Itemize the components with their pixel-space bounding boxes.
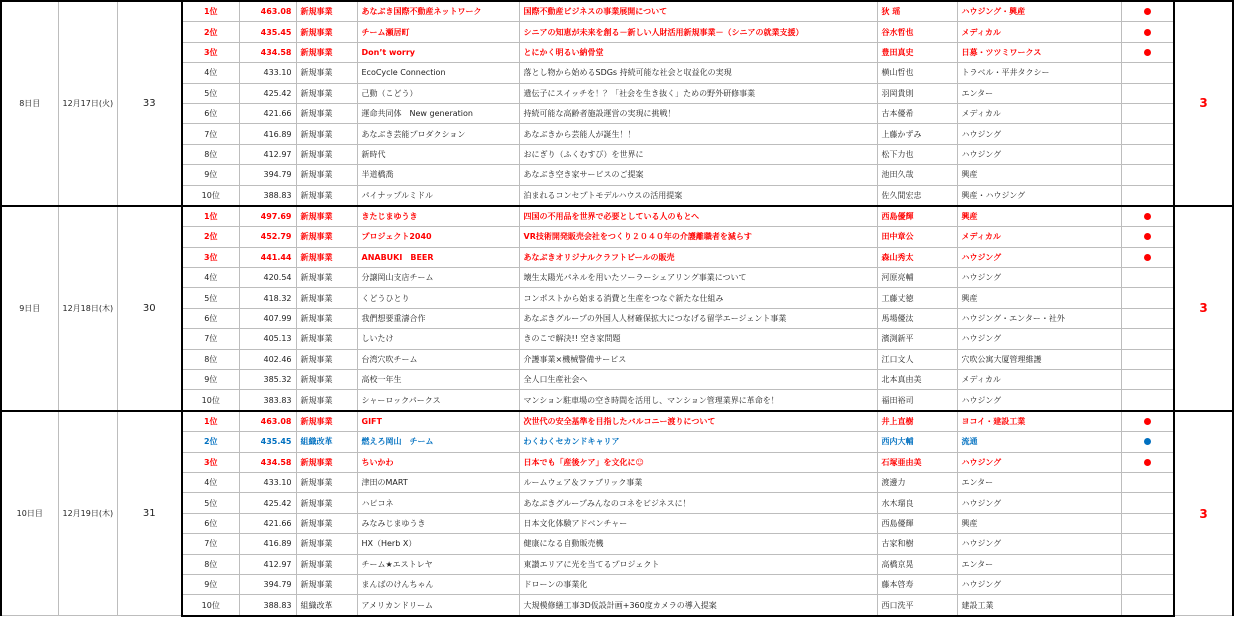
team-name-cell: 高校一年生 xyxy=(357,370,519,390)
selection-mark-cell xyxy=(1121,103,1174,123)
ranking-row xyxy=(1,534,1233,554)
division-cell: 興産・ハウジング xyxy=(957,185,1121,206)
ranking-row xyxy=(1,493,1233,513)
leader-cell: 西島優輝 xyxy=(877,513,957,533)
leader-cell: 高橋京晃 xyxy=(877,554,957,574)
day-label: 8日目 xyxy=(1,1,58,206)
ranking-row xyxy=(1,185,1233,206)
rank-cell: 9位 xyxy=(182,165,239,185)
category-cell: 新規事業 xyxy=(296,1,357,22)
category-cell: 新規事業 xyxy=(296,42,357,62)
rank-cell: 6位 xyxy=(182,513,239,533)
rank-cell: 5位 xyxy=(182,493,239,513)
category-cell: 新規事業 xyxy=(296,574,357,594)
score-cell: 421.66 xyxy=(239,103,296,123)
team-name-cell: 半道橋喬 xyxy=(357,165,519,185)
division-cell: メディカル xyxy=(957,103,1121,123)
division-cell: トラベル・平井タクシー xyxy=(957,63,1121,83)
score-cell: 394.79 xyxy=(239,574,296,594)
team-name-cell: 台湾穴吹チーム xyxy=(357,349,519,369)
theme-cell: コンポストから始まる消費と生産をつなぐ新たな仕組み xyxy=(519,288,877,308)
leader-cell: 石塚亜由美 xyxy=(877,452,957,472)
leader-cell: 古本優希 xyxy=(877,103,957,123)
leader-cell: 上藤かずみ xyxy=(877,124,957,144)
theme-cell: 遺伝子にスイッチを！？「社会を生き抜く」ための野外研修事業 xyxy=(519,83,877,103)
theme-cell: あなぶきから芸能人が誕生！！ xyxy=(519,124,877,144)
team-name-cell: 運命共同体 New generation xyxy=(357,103,519,123)
ranking-row xyxy=(1,574,1233,594)
theme-cell: とにかく明るい納骨堂 xyxy=(519,42,877,62)
rank-cell: 3位 xyxy=(182,247,239,267)
ranking-row xyxy=(1,411,1233,432)
ranking-row xyxy=(1,22,1233,42)
team-name-cell: 己動（こどう） xyxy=(357,83,519,103)
ranking-row xyxy=(1,595,1233,616)
theme-cell: ルームウェア＆ファブリック事業 xyxy=(519,472,877,492)
team-name-cell: アメリカンドリーム xyxy=(357,595,519,616)
leader-cell: 藤本啓寿 xyxy=(877,574,957,594)
theme-cell: 介護事業×機械警備サービス xyxy=(519,349,877,369)
selected-dot-icon xyxy=(1144,459,1151,466)
division-cell: 穴吹公寓大厦管理維護 xyxy=(957,349,1121,369)
score-cell: 412.97 xyxy=(239,144,296,164)
theme-cell: 日本でも「産後ケア」を文化に☺ xyxy=(519,452,877,472)
ranking-row xyxy=(1,165,1233,185)
theme-cell: 大規模修繕工事3D仮設計画+360度カメラの導入提案 xyxy=(519,595,877,616)
category-cell: 新規事業 xyxy=(296,247,357,267)
ranking-row xyxy=(1,227,1233,247)
division-cell: ハウジング xyxy=(957,268,1121,288)
team-name-cell: まんばのけんちゃん xyxy=(357,574,519,594)
rank-cell: 6位 xyxy=(182,308,239,328)
leader-cell: 北本真由美 xyxy=(877,370,957,390)
selection-mark-cell xyxy=(1121,42,1174,62)
rank-cell: 1位 xyxy=(182,206,239,227)
leader-cell: 水木瑠良 xyxy=(877,493,957,513)
rank-cell: 8位 xyxy=(182,554,239,574)
score-cell: 421.66 xyxy=(239,513,296,533)
division-cell: メディカル xyxy=(957,227,1121,247)
selection-mark-cell xyxy=(1121,288,1174,308)
division-cell: ハウジング xyxy=(957,124,1121,144)
selection-mark-cell xyxy=(1121,595,1174,616)
score-cell: 463.08 xyxy=(239,1,296,22)
selection-mark-cell xyxy=(1121,513,1174,533)
selection-mark-cell xyxy=(1121,83,1174,103)
ranking-row xyxy=(1,432,1233,452)
theme-cell: 日本文化体験アドベンチャー xyxy=(519,513,877,533)
theme-cell: 健康になる自動販売機 xyxy=(519,534,877,554)
theme-cell: シニアの知恵が未来を創る－新しい人財活用新規事業－（シニアの就業支援） xyxy=(519,22,877,42)
ranking-row xyxy=(1,390,1233,411)
leader-cell: 狄 瑶 xyxy=(877,1,957,22)
category-cell: 組織改革 xyxy=(296,595,357,616)
selection-mark-cell xyxy=(1121,554,1174,574)
ranking-row xyxy=(1,370,1233,390)
rank-cell: 7位 xyxy=(182,329,239,349)
theme-cell: あなぶきグループの外国人人材確保拡大につなげる留学エージェント事業 xyxy=(519,308,877,328)
division-cell: 興産 xyxy=(957,165,1121,185)
selected-dot-icon xyxy=(1144,254,1151,261)
category-cell: 新規事業 xyxy=(296,268,357,288)
category-cell: 新規事業 xyxy=(296,513,357,533)
division-cell: エンター xyxy=(957,83,1121,103)
ranking-row xyxy=(1,308,1233,328)
score-cell: 388.83 xyxy=(239,185,296,206)
rank-cell: 9位 xyxy=(182,574,239,594)
team-name-cell: きたじまゆうき xyxy=(357,206,519,227)
rank-cell: 2位 xyxy=(182,227,239,247)
division-cell: エンター xyxy=(957,472,1121,492)
division-cell: 日募・ツツミワークス xyxy=(957,42,1121,62)
selection-mark-cell xyxy=(1121,308,1174,328)
team-name-cell: 我們想要重濤合作 xyxy=(357,308,519,328)
selection-mark-cell xyxy=(1121,165,1174,185)
rank-cell: 3位 xyxy=(182,42,239,62)
team-name-cell: 分譲岡山支店チーム xyxy=(357,268,519,288)
entry-count: 33 xyxy=(117,1,182,206)
category-cell: 新規事業 xyxy=(296,370,357,390)
selection-mark-cell xyxy=(1121,574,1174,594)
rank-cell: 1位 xyxy=(182,411,239,432)
selection-mark-cell xyxy=(1121,247,1174,267)
division-cell: ハウジング xyxy=(957,574,1121,594)
selection-mark-cell xyxy=(1121,63,1174,83)
team-name-cell: ハピコネ xyxy=(357,493,519,513)
theme-cell: 泊まれるコンセプトモデルハウスの活用提案 xyxy=(519,185,877,206)
ranking-row xyxy=(1,288,1233,308)
score-cell: 385.32 xyxy=(239,370,296,390)
selection-mark-cell xyxy=(1121,329,1174,349)
rank-cell: 8位 xyxy=(182,144,239,164)
category-cell: 新規事業 xyxy=(296,83,357,103)
score-cell: 435.45 xyxy=(239,432,296,452)
category-cell: 新規事業 xyxy=(296,390,357,411)
category-cell: 新規事業 xyxy=(296,206,357,227)
theme-cell: 壊生太陽光パネルを用いたソーラーシェアリング事業について xyxy=(519,268,877,288)
selected-dot-icon xyxy=(1144,438,1151,445)
team-name-cell: EcoCycle Connection xyxy=(357,63,519,83)
team-name-cell: ちいかわ xyxy=(357,452,519,472)
team-name-cell: しいたけ xyxy=(357,329,519,349)
score-cell: 418.32 xyxy=(239,288,296,308)
theme-cell: 持続可能な高齢者施設運営の実現に挑戦！ xyxy=(519,103,877,123)
ranking-row xyxy=(1,63,1233,83)
division-cell: 流通 xyxy=(957,432,1121,452)
selection-mark-cell xyxy=(1121,432,1174,452)
leader-cell: 西内大輔 xyxy=(877,432,957,452)
category-cell: 新規事業 xyxy=(296,165,357,185)
ranking-row xyxy=(1,268,1233,288)
ranking-row xyxy=(1,124,1233,144)
division-cell: ハウジング xyxy=(957,144,1121,164)
division-cell: 興産 xyxy=(957,288,1121,308)
rank-cell: 2位 xyxy=(182,432,239,452)
selection-mark-cell xyxy=(1121,472,1174,492)
team-name-cell: プロジェクト2040 xyxy=(357,227,519,247)
score-cell: 433.10 xyxy=(239,472,296,492)
team-name-cell: 津田のMART xyxy=(357,472,519,492)
selection-mark-cell xyxy=(1121,452,1174,472)
rank-cell: 1位 xyxy=(182,1,239,22)
ranking-row xyxy=(1,349,1233,369)
leader-cell: 西島優輝 xyxy=(877,206,957,227)
selection-mark-cell xyxy=(1121,534,1174,554)
division-cell: 建設工業 xyxy=(957,595,1121,616)
division-cell: 興産 xyxy=(957,513,1121,533)
theme-cell: 東讃エリアに光を当てるプロジェクト xyxy=(519,554,877,574)
score-cell: 435.45 xyxy=(239,22,296,42)
category-cell: 組織改革 xyxy=(296,432,357,452)
division-cell: ハウジング xyxy=(957,493,1121,513)
theme-cell: 落とし物から始めるSDGs 持続可能な社会と収益化の実現 xyxy=(519,63,877,83)
ranking-row xyxy=(1,103,1233,123)
leader-cell: 谷水哲也 xyxy=(877,22,957,42)
score-cell: 383.83 xyxy=(239,390,296,411)
category-cell: 新規事業 xyxy=(296,227,357,247)
score-cell: 402.46 xyxy=(239,349,296,369)
team-name-cell: パイナップルミドル xyxy=(357,185,519,206)
rank-cell: 4位 xyxy=(182,472,239,492)
ranking-row xyxy=(1,83,1233,103)
leader-cell: 井上直樹 xyxy=(877,411,957,432)
rank-cell: 4位 xyxy=(182,63,239,83)
theme-cell: VR技術開発販売会社をつくり２０４０年の介護離職者を減らす xyxy=(519,227,877,247)
entry-count: 30 xyxy=(117,206,182,411)
rank-cell: 10位 xyxy=(182,185,239,206)
selected-total: 3 xyxy=(1174,206,1233,411)
category-cell: 新規事業 xyxy=(296,288,357,308)
ranking-row xyxy=(1,206,1233,227)
leader-cell: 江口文人 xyxy=(877,349,957,369)
score-cell: 388.83 xyxy=(239,595,296,616)
leader-cell: 池田久哉 xyxy=(877,165,957,185)
day-label: 9日目 xyxy=(1,206,58,411)
category-cell: 新規事業 xyxy=(296,185,357,206)
selection-mark-cell xyxy=(1121,493,1174,513)
rank-cell: 7位 xyxy=(182,124,239,144)
team-name-cell: HX（Herb X） xyxy=(357,534,519,554)
leader-cell: 田中章公 xyxy=(877,227,957,247)
selection-mark-cell xyxy=(1121,124,1174,144)
theme-cell: おにぎり（ふくむすび）を世界に xyxy=(519,144,877,164)
leader-cell: 濱渕新平 xyxy=(877,329,957,349)
selected-dot-icon xyxy=(1144,213,1151,220)
division-cell: ハウジング・エンター・社外 xyxy=(957,308,1121,328)
category-cell: 新規事業 xyxy=(296,411,357,432)
category-cell: 新規事業 xyxy=(296,144,357,164)
division-cell: ヨコイ・建設工業 xyxy=(957,411,1121,432)
team-name-cell: あなぶき国際不動産ネットワーク xyxy=(357,1,519,22)
rank-cell: 10位 xyxy=(182,390,239,411)
team-name-cell: 燃えろ岡山 チーム xyxy=(357,432,519,452)
division-cell: 興産 xyxy=(957,206,1121,227)
entry-count: 31 xyxy=(117,411,182,616)
leader-cell: 松下力也 xyxy=(877,144,957,164)
score-cell: 425.42 xyxy=(239,83,296,103)
date-label: 12月18日(木) xyxy=(58,206,117,411)
selected-dot-icon xyxy=(1144,233,1151,240)
selection-mark-cell xyxy=(1121,144,1174,164)
rank-cell: 8位 xyxy=(182,349,239,369)
ranking-row xyxy=(1,513,1233,533)
team-name-cell: Don’t worry xyxy=(357,42,519,62)
selection-mark-cell xyxy=(1121,390,1174,411)
leader-cell: 古家和樹 xyxy=(877,534,957,554)
category-cell: 新規事業 xyxy=(296,103,357,123)
leader-cell: 羽岡貴則 xyxy=(877,83,957,103)
selection-mark-cell xyxy=(1121,1,1174,22)
date-label: 12月17日(火) xyxy=(58,1,117,206)
ranking-row xyxy=(1,247,1233,267)
theme-cell: 国際不動産ビジネスの事業展開について xyxy=(519,1,877,22)
score-cell: 416.89 xyxy=(239,534,296,554)
division-cell: メディカル xyxy=(957,22,1121,42)
score-cell: 434.58 xyxy=(239,42,296,62)
team-name-cell: 新時代 xyxy=(357,144,519,164)
division-cell: ハウジング xyxy=(957,329,1121,349)
category-cell: 新規事業 xyxy=(296,493,357,513)
rank-cell: 2位 xyxy=(182,22,239,42)
theme-cell: ドローンの事業化 xyxy=(519,574,877,594)
category-cell: 新規事業 xyxy=(296,22,357,42)
selected-dot-icon xyxy=(1144,29,1151,36)
leader-cell: 豊田真史 xyxy=(877,42,957,62)
score-cell: 433.10 xyxy=(239,63,296,83)
selected-dot-icon xyxy=(1144,49,1151,56)
leader-cell: 佐久間宏忠 xyxy=(877,185,957,206)
division-cell: エンター xyxy=(957,554,1121,574)
ranking-row xyxy=(1,452,1233,472)
division-cell: ハウジング・興産 xyxy=(957,1,1121,22)
ranking-row xyxy=(1,472,1233,492)
theme-cell: マンション駐車場の空き時間を活用し、マンション管理業界に革命を！ xyxy=(519,390,877,411)
leader-cell: 福田裕司 xyxy=(877,390,957,411)
score-cell: 405.13 xyxy=(239,329,296,349)
division-cell: ハウジング xyxy=(957,534,1121,554)
team-name-cell: ANABUKI BEER xyxy=(357,247,519,267)
ranking-row xyxy=(1,554,1233,574)
ranking-row xyxy=(1,329,1233,349)
score-cell: 434.58 xyxy=(239,452,296,472)
theme-cell: あなぶきグループみんなのコネをビジネスに！ xyxy=(519,493,877,513)
leader-cell: 馬場優汰 xyxy=(877,308,957,328)
theme-cell: あなぶき空き家サービスのご提案 xyxy=(519,165,877,185)
score-cell: 497.69 xyxy=(239,206,296,227)
ranking-row xyxy=(1,42,1233,62)
score-cell: 420.54 xyxy=(239,268,296,288)
selection-mark-cell xyxy=(1121,370,1174,390)
selection-mark-cell xyxy=(1121,227,1174,247)
theme-cell: きのこで解決!! 空き家問題 xyxy=(519,329,877,349)
selection-mark-cell xyxy=(1121,349,1174,369)
category-cell: 新規事業 xyxy=(296,308,357,328)
selection-mark-cell xyxy=(1121,411,1174,432)
rank-cell: 3位 xyxy=(182,452,239,472)
score-cell: 407.99 xyxy=(239,308,296,328)
score-cell: 394.79 xyxy=(239,165,296,185)
division-cell: メディカル xyxy=(957,370,1121,390)
score-cell: 425.42 xyxy=(239,493,296,513)
team-name-cell: シャーロックパークス xyxy=(357,390,519,411)
leader-cell: 工藤丈徳 xyxy=(877,288,957,308)
theme-cell: 全人口生産社会へ xyxy=(519,370,877,390)
category-cell: 新規事業 xyxy=(296,329,357,349)
selected-total: 3 xyxy=(1174,1,1233,206)
category-cell: 新規事業 xyxy=(296,349,357,369)
team-name-cell: GIFT xyxy=(357,411,519,432)
rank-cell: 5位 xyxy=(182,288,239,308)
rank-cell: 10位 xyxy=(182,595,239,616)
leader-cell: 横山哲也 xyxy=(877,63,957,83)
division-cell: ハウジング xyxy=(957,390,1121,411)
day-label: 10日目 xyxy=(1,411,58,616)
selection-mark-cell xyxy=(1121,185,1174,206)
division-cell: ハウジング xyxy=(957,452,1121,472)
leader-cell: 河原亮輔 xyxy=(877,268,957,288)
selection-mark-cell xyxy=(1121,206,1174,227)
leader-cell: 森山秀太 xyxy=(877,247,957,267)
category-cell: 新規事業 xyxy=(296,63,357,83)
rank-cell: 5位 xyxy=(182,83,239,103)
score-cell: 416.89 xyxy=(239,124,296,144)
score-cell: 412.97 xyxy=(239,554,296,574)
rank-cell: 6位 xyxy=(182,103,239,123)
selection-mark-cell xyxy=(1121,268,1174,288)
category-cell: 新規事業 xyxy=(296,472,357,492)
theme-cell: あなぶきオリジナルクラフトビールの販売 xyxy=(519,247,877,267)
leader-cell: 渡邊力 xyxy=(877,472,957,492)
leader-cell: 西口洗平 xyxy=(877,595,957,616)
selected-dot-icon xyxy=(1144,418,1151,425)
division-cell: ハウジング xyxy=(957,247,1121,267)
ranking-row xyxy=(1,1,1233,22)
team-name-cell: チーム★エストレヤ xyxy=(357,554,519,574)
rank-cell: 9位 xyxy=(182,370,239,390)
team-name-cell: チーム瀬居町 xyxy=(357,22,519,42)
rank-cell: 7位 xyxy=(182,534,239,554)
score-cell: 441.44 xyxy=(239,247,296,267)
team-name-cell: あなぶき芸能プロダクション xyxy=(357,124,519,144)
score-cell: 463.08 xyxy=(239,411,296,432)
theme-cell: わくわくセカンドキャリア xyxy=(519,432,877,452)
category-cell: 新規事業 xyxy=(296,554,357,574)
selected-total: 3 xyxy=(1174,411,1233,616)
selected-dot-icon xyxy=(1144,8,1151,15)
theme-cell: 四国の不用品を世界で必要としている人のもとへ xyxy=(519,206,877,227)
team-name-cell: みなみじまゆうき xyxy=(357,513,519,533)
rank-cell: 4位 xyxy=(182,268,239,288)
score-cell: 452.79 xyxy=(239,227,296,247)
ranking-row xyxy=(1,144,1233,164)
category-cell: 新規事業 xyxy=(296,452,357,472)
category-cell: 新規事業 xyxy=(296,124,357,144)
category-cell: 新規事業 xyxy=(296,534,357,554)
team-name-cell: くどうひとり xyxy=(357,288,519,308)
date-label: 12月19日(木) xyxy=(58,411,117,616)
selection-mark-cell xyxy=(1121,22,1174,42)
theme-cell: 次世代の安全基準を目指したバルコニー渡りについて xyxy=(519,411,877,432)
